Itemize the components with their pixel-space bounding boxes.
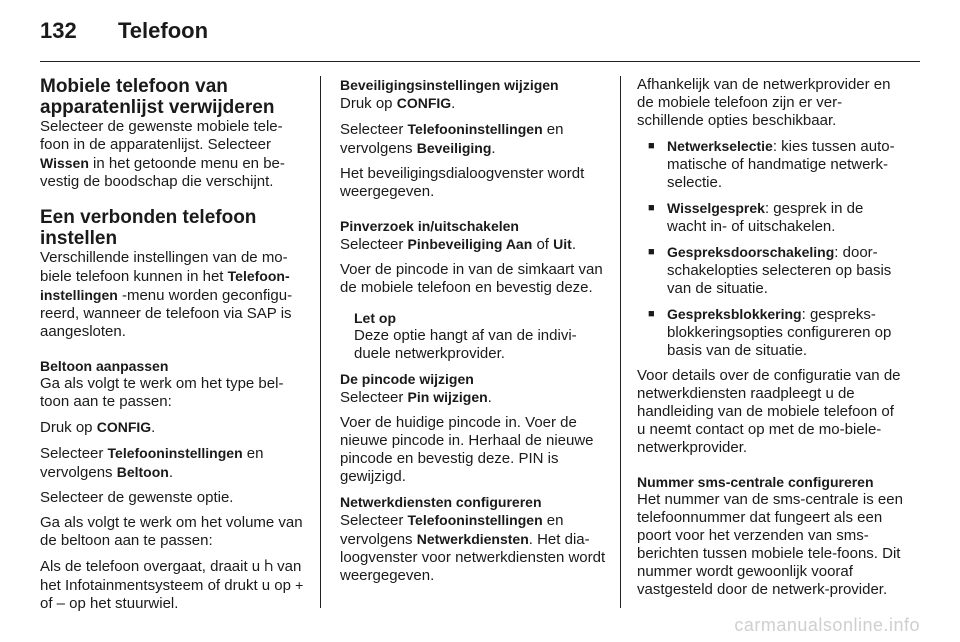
paragraph: Ga als volgt te werk om het volume van de beltoon aan te passen:: [40, 514, 303, 549]
plus-icon: +: [295, 577, 304, 593]
options-list: [637, 137, 905, 360]
paragraph: Selecteer Telefooninstellingen en vervolgens Beveiliging.: [340, 121, 564, 157]
list-item: ■ Gespreksdoorschakeling: door-schakelopties selecteren op basis van de situatie.: [648, 244, 892, 297]
subsection-title: De pincode wijzigen: [340, 371, 474, 387]
column-2: [340, 76, 608, 585]
paragraph: Voor details over de configuratie van de netwerkdiensten raadpleegt u de handleiding van de mobiele telefoon of u neemt contact op met de mo-biele-netwerkprovider.: [637, 367, 901, 456]
paragraph: Selecteer de gewenste mobiele tele-foon in de apparatenlijst. Selecteer Wissen in het getoonde menu en be-vestig de boodschap die verschijnt.: [40, 118, 285, 190]
subsection-title: Netwerkdiensten configureren: [340, 494, 542, 510]
bullet-icon: ■: [648, 140, 655, 152]
page-header: [40, 18, 208, 48]
bullet-icon: ■: [648, 202, 655, 214]
subsection-title: Pinverzoek in/uitschakelen: [340, 218, 519, 234]
paragraph: Druk op CONFIG.: [40, 419, 156, 436]
paragraph: Voer de pincode in van de simkaart van de mobiele telefoon en bevestig deze.: [340, 261, 603, 296]
paragraph: Selecteer Telefooninstellingen en vervolgens Beltoon.: [40, 445, 264, 481]
bullet-icon: ■: [648, 308, 655, 320]
section-title: Een verbonden telefoon instellen: [40, 207, 257, 249]
bullet-icon: ■: [648, 246, 655, 258]
paragraph: Voer de huidige pincode in. Voer de nieuwe pincode in. Herhaal de nieuwe pincode en bevestig deze. PIN is gewijzigd.: [340, 414, 594, 485]
subsection-title: Nummer sms-centrale configureren: [637, 474, 874, 490]
paragraph: Verschillende instellingen van de mo-biele telefoon kunnen in het Telefoon-instellingen -menu worden geconfigu-reerd, wanneer de telefoon via SAP is aangesloten.: [40, 249, 293, 340]
paragraph: Selecteer Pin wijzigen.: [340, 389, 492, 406]
chapter-title: Telefoon: [118, 18, 209, 43]
paragraph: Selecteer Telefooninstellingen en vervolgens Netwerkdiensten. Het dia-loogvenster voor netwerkdiensten wordt weergegeven.: [340, 512, 606, 584]
note-title: Let op: [354, 310, 396, 326]
note-box: [340, 309, 608, 363]
subsection-title: Beveiligingsinstellingen wijzigen: [340, 77, 559, 93]
subsection-title: Beltoon aanpassen: [40, 358, 169, 374]
paragraph: Als de telefoon overgaat, draait u Ⴙ van het Infotainmentsysteem of drukt u op + of – op het stuurwiel.: [40, 558, 304, 612]
list-item: ■ Gespreksblokkering: gespreks-blokkeringsopties configureren op basis van de situatie.: [648, 306, 892, 359]
column-1: [40, 76, 308, 613]
note-text: Deze optie hangt af van de indivi-duele netwerkprovider.: [354, 327, 577, 362]
paragraph: Afhankelijk van de netwerkprovider en de mobiele telefoon zijn er ver-schillende opties beschikbaar.: [637, 76, 891, 129]
list-item: ■ Wisselgesprek: gesprek in de wacht in- of uitschakelen.: [648, 200, 864, 235]
paragraph: Het beveiligingsdialoogvenster wordt weergegeven.: [340, 165, 585, 200]
header-divider: [40, 61, 920, 62]
column-divider: [320, 76, 321, 608]
column-3: [637, 76, 905, 599]
column-divider: [620, 76, 621, 608]
list-item: ■ Netwerkselectie: kies tussen auto-matische of handmatige netwerk-selectie.: [648, 138, 895, 191]
rotary-knob-icon: Ⴙ: [264, 558, 273, 574]
paragraph: Ga als volgt te werk om het type bel-toon aan te passen:: [40, 375, 284, 410]
page-number: 132: [40, 18, 77, 43]
paragraph: Selecteer de gewenste optie.: [40, 489, 234, 506]
section-title: Mobiele telefoon van apparatenlijst verwijderen: [40, 76, 275, 118]
paragraph: Het nummer van de sms-centrale is een telefoonnummer dat fungeert als een poort voor het verzenden van sms-berichten tussen mobiele tele-foons. Dit nummer wordt gewoonlijk vooraf vastgesteld door de netwerk-provider.: [637, 491, 903, 598]
paragraph: Druk op CONFIG.: [340, 95, 456, 112]
watermark: carmanualsonline.info: [734, 615, 920, 635]
paragraph: Selecteer Pinbeveiliging Aan of Uit.: [340, 236, 576, 253]
